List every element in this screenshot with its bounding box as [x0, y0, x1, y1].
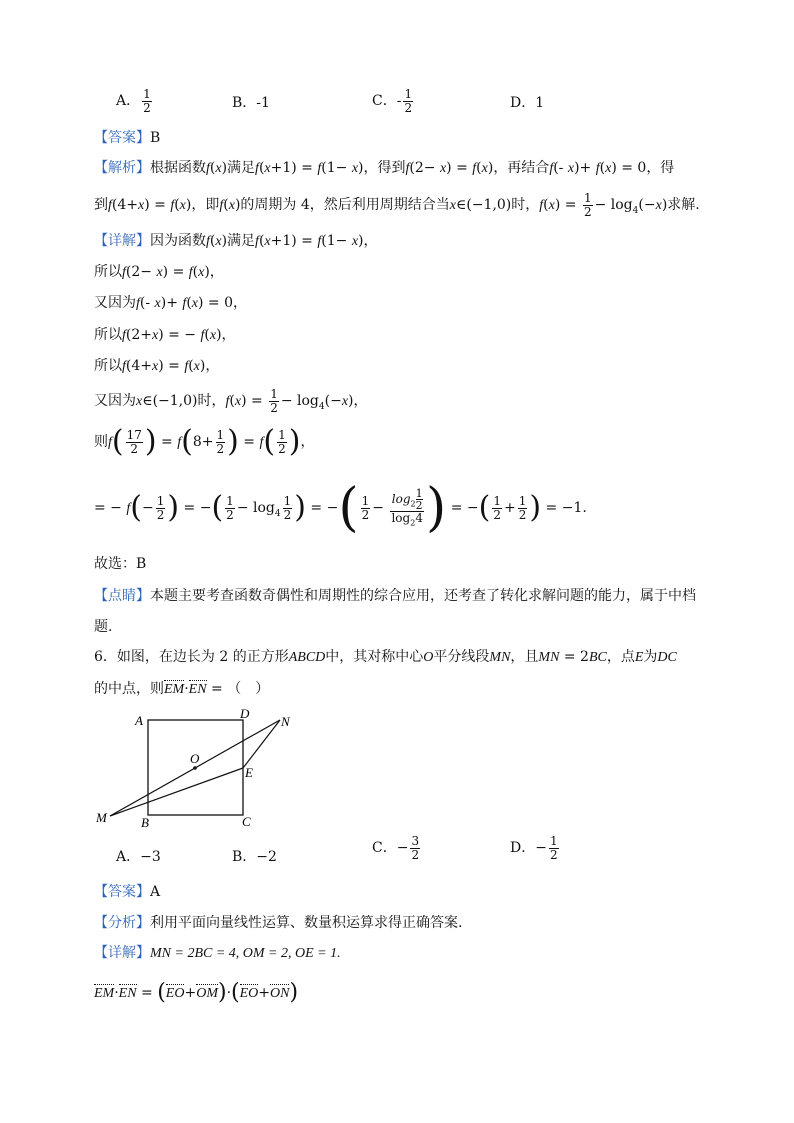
- choose-line: 故选：B: [94, 556, 147, 572]
- option-a: A． $\frac{1}{2}$: [116, 87, 151, 115]
- label-b: B: [141, 815, 149, 830]
- comment-line-2: 题.: [94, 619, 113, 635]
- label-n: N: [281, 714, 290, 729]
- detail-line-4: 所以f(2+x) = − f(x)，: [94, 327, 236, 343]
- comment-line-1: 【点睛】本题主要考查函数奇偶性和周期性的综合应用，还考查了转化求解问题的能力，属于中档: [94, 588, 696, 604]
- label-e: E: [245, 765, 253, 780]
- segment-en: [243, 720, 280, 768]
- detail-line-1: 【详解】因为函数f(x)满足f(x+1) = f(1− x)，: [94, 233, 378, 249]
- q6-option-a: A．−3: [116, 849, 161, 865]
- detail-line-2: 所以f(2− x) = f(x)，: [94, 264, 224, 280]
- segment-me: [110, 768, 243, 816]
- geometry-figure: [90, 708, 310, 833]
- answer-tag: 【答案】: [94, 130, 150, 146]
- option-b: B．-1: [232, 95, 270, 111]
- q6-option-c: C．− $\frac{3}{2}$: [372, 834, 420, 862]
- q6-stem-line-2: 的中点，则EM·EN = （ ）: [94, 681, 270, 697]
- answer-line: 【答案】B: [94, 130, 161, 146]
- detail-line-6: 又因为x∈(−1,0)时，f(x) = $\frac{1}{2}$ − $\log_4(-x)$，: [94, 387, 368, 415]
- label-a: A: [135, 713, 143, 728]
- q6-detail-line-2: EM·EN = (EO+OM)·(EO+ON): [94, 980, 299, 1005]
- point-o: [193, 766, 197, 770]
- detail-line-7: 则f( $\frac{17}{2}$ ) = f(8+ $\frac{1}{2}$ ) = f( $\frac{1}{2}$ )，: [94, 424, 315, 459]
- detail-line-3: 又因为f(- x)+ f(x) = 0，: [94, 295, 247, 311]
- label-o: O: [190, 751, 200, 766]
- label-m: M: [96, 810, 107, 825]
- q6-stem-line-1: 6．如图，在边长为 2 的正方形ABCD中，其对称中心O平分线段MN，且MN = 2BC，点E为DC: [94, 649, 677, 665]
- q6-option-d: D．− $\frac{1}{2}$: [510, 834, 558, 862]
- detail-line-8: = − f(− $\frac{1}{2}$ ) = −( $\frac{1}{2}$ − $\log_4$ $\frac{1}{2}$ ) = −( $\frac{1}{2}$ − $\log_2$ $\frac{1}{2}$ $\log_24$ ) = −( $\frac{1}{2}$ + $\frac{1}{2}$ ) = −1.: [94, 478, 587, 538]
- q6-analysis-line: 【分析】利用平面向量线性运算、数量积运算求得正确答案.: [94, 915, 463, 931]
- option-c: C．- $\frac{1}{2}$: [372, 87, 413, 115]
- q6-answer-line: 【答案】A: [94, 884, 161, 900]
- detail-line-5: 所以f(4+x) = f(x)，: [94, 358, 220, 374]
- label-c: C: [242, 814, 251, 829]
- label-d: D: [240, 708, 250, 721]
- q6-option-b: B．−2: [232, 849, 277, 865]
- analysis-line-2: 到f(4+x) = f(x)，即f(x)的周期为 4，然后利用周期结合当x∈(−1,0)时，f(x) = $\frac{1}{2}$ − $\log_4(-x)$求解.: [94, 191, 700, 219]
- q6-detail-line-1: 【详解】MN = 2BC = 4, OM = 2, OE = 1.: [94, 945, 341, 961]
- option-d: D．1: [510, 95, 545, 111]
- analysis-line-1: 【解析】根据函数f(x)满足f(x+1) = f(1− x)，得到f(2− x) = f(x)，再结合f(- x)+ f(x) = 0，得: [94, 160, 675, 176]
